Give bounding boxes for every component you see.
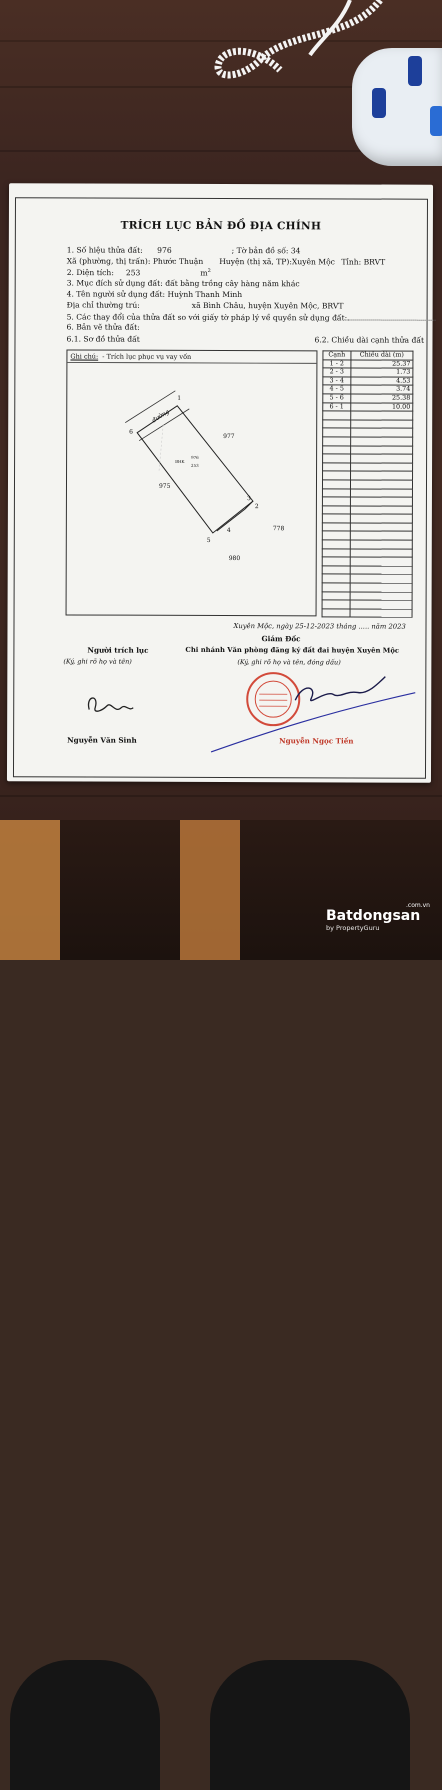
table-row — [322, 497, 412, 506]
length-cell: 1.73 — [351, 368, 413, 377]
point-1: 1 — [177, 395, 181, 402]
parcel-number-line: 1. Số hiệu thửa đất: 976 ; Tờ bản đồ số: 34 — [67, 245, 301, 255]
area-line: 2. Diện tích: 253 $m^2$ — [67, 267, 211, 277]
table-row — [322, 549, 412, 558]
document-title: TRÍCH LỤC BẢN ĐỒ ĐỊA CHÍNH — [9, 219, 433, 232]
column-header-length: Chiều dài (m) — [351, 351, 413, 360]
parcel-980-label: 980 — [229, 555, 240, 562]
parcel-number-center: 976 — [191, 455, 199, 460]
edge-length-table — [322, 350, 414, 618]
table-row — [322, 531, 412, 540]
table-row — [322, 488, 412, 497]
table-row — [323, 463, 413, 472]
point-6: 6 — [129, 429, 133, 436]
table-row — [322, 566, 412, 575]
table-row — [322, 574, 412, 583]
edge-cell: 5 - 6 — [323, 394, 351, 403]
address-line: Xã (phường, thị trấn): Phước Thuận Huyện (thị xã, TP):Xuyên Mộc Tỉnh: BRVT — [67, 256, 385, 266]
section-62-label: 6.2. Chiều dài cạnh thửa đất — [314, 335, 424, 344]
table-row — [322, 609, 412, 618]
table-row — [323, 420, 413, 429]
length-cell: 4.53 — [351, 377, 413, 386]
table-row — [323, 428, 413, 437]
table-row — [322, 480, 412, 489]
table-row — [322, 514, 412, 523]
parcel-977-label: 977 — [223, 433, 234, 440]
table-row — [323, 394, 413, 403]
parcel-drawing — [67, 350, 317, 615]
edge-cell: 1 - 2 — [323, 359, 351, 368]
table-row — [322, 583, 412, 592]
edge-cell: 3 - 4 — [323, 377, 351, 386]
parcel-778-label: 778 — [273, 525, 284, 532]
extractor-signature-icon — [81, 690, 141, 720]
residence-line: Địa chỉ thường trú: xã Bình Châu, huyện Xuyên Mộc, BRVT — [67, 300, 344, 310]
land-parcel-document — [7, 183, 433, 782]
parcel-map — [66, 349, 318, 616]
table-row — [323, 445, 413, 454]
extractor-title: Người trích lục — [87, 646, 148, 655]
date-line: Xuyên Mộc, ngày 25-12-2023 tháng ..... năm 2023 — [233, 622, 405, 631]
edge-cell: 4 - 5 — [323, 385, 351, 394]
extractor-name: Nguyễn Văn Sinh — [67, 735, 137, 744]
edge-cell: 2 - 3 — [323, 368, 351, 377]
office-sign-note: (Ký, ghi rõ họ và tên, đóng dấu) — [237, 658, 340, 666]
director-title: Giám Đốc — [261, 634, 300, 643]
person-silhouette-right — [210, 1660, 410, 1790]
table-row — [323, 471, 413, 480]
land-use-purpose-line: 3. Mục đích sử dụng đất: đất bằng trồng cây hàng năm khác — [67, 278, 300, 288]
column-header-edge: Cạnh — [323, 351, 351, 360]
map-note: Ghi chú: - Trích lục phục vụ vay vốn — [70, 352, 191, 360]
changes-line: 5. Các thay đổi của thửa đất so với giấy tờ pháp lý về quyền sử dụng đất: — [67, 311, 436, 322]
length-cell: 25.37 — [351, 360, 413, 369]
table-row — [322, 600, 412, 609]
owner-line: 4. Tên người sử dụng đất: Huỳnh Thanh Minh — [67, 289, 243, 299]
edge-cell: 6 - 1 — [323, 402, 351, 411]
parcel-area-center: 253 — [191, 463, 199, 468]
parcel-landuse-code: BHK — [175, 459, 184, 464]
parcel-975-label: 975 — [159, 483, 170, 490]
person-silhouette-left — [10, 1660, 160, 1790]
extractor-note: (Ký, ghi rõ họ và tên) — [63, 657, 131, 665]
table-row — [322, 506, 412, 515]
length-cell: 10.00 — [351, 403, 413, 412]
telephone-icon — [352, 48, 442, 166]
table-row — [322, 523, 412, 532]
office-name: Chi nhánh Văn phòng đăng ký đất đai huyện Xuyên Mộc — [185, 646, 399, 655]
watermark-brand: Batdongsan — [326, 908, 420, 924]
table-row — [322, 557, 412, 566]
point-5: 5 — [207, 537, 211, 544]
table-row — [323, 402, 413, 411]
road-label: đường — [151, 408, 171, 424]
watermark-sub: by PropertyGuru — [326, 924, 420, 932]
point-3: 3 — [247, 495, 251, 502]
table-row — [323, 411, 413, 420]
director-name: Nguyễn Ngọc Tiến — [279, 736, 353, 745]
point-4: 4 — [227, 527, 231, 534]
point-2: 2 — [255, 503, 259, 510]
drawing-line: 6. Bản vẽ thửa đất: — [67, 322, 140, 331]
batdongsan-watermark — [326, 908, 420, 932]
table-row — [323, 454, 413, 463]
watermark-url: .com.vn — [406, 902, 430, 909]
length-cell: 3.74 — [351, 385, 413, 394]
table-row — [322, 540, 412, 549]
length-cell: 25.38 — [351, 394, 413, 403]
table-row — [322, 591, 412, 600]
table-row — [323, 437, 413, 446]
floor-area — [0, 820, 442, 960]
section-61-label: 6.1. Sơ đồ thửa đất — [66, 334, 139, 343]
